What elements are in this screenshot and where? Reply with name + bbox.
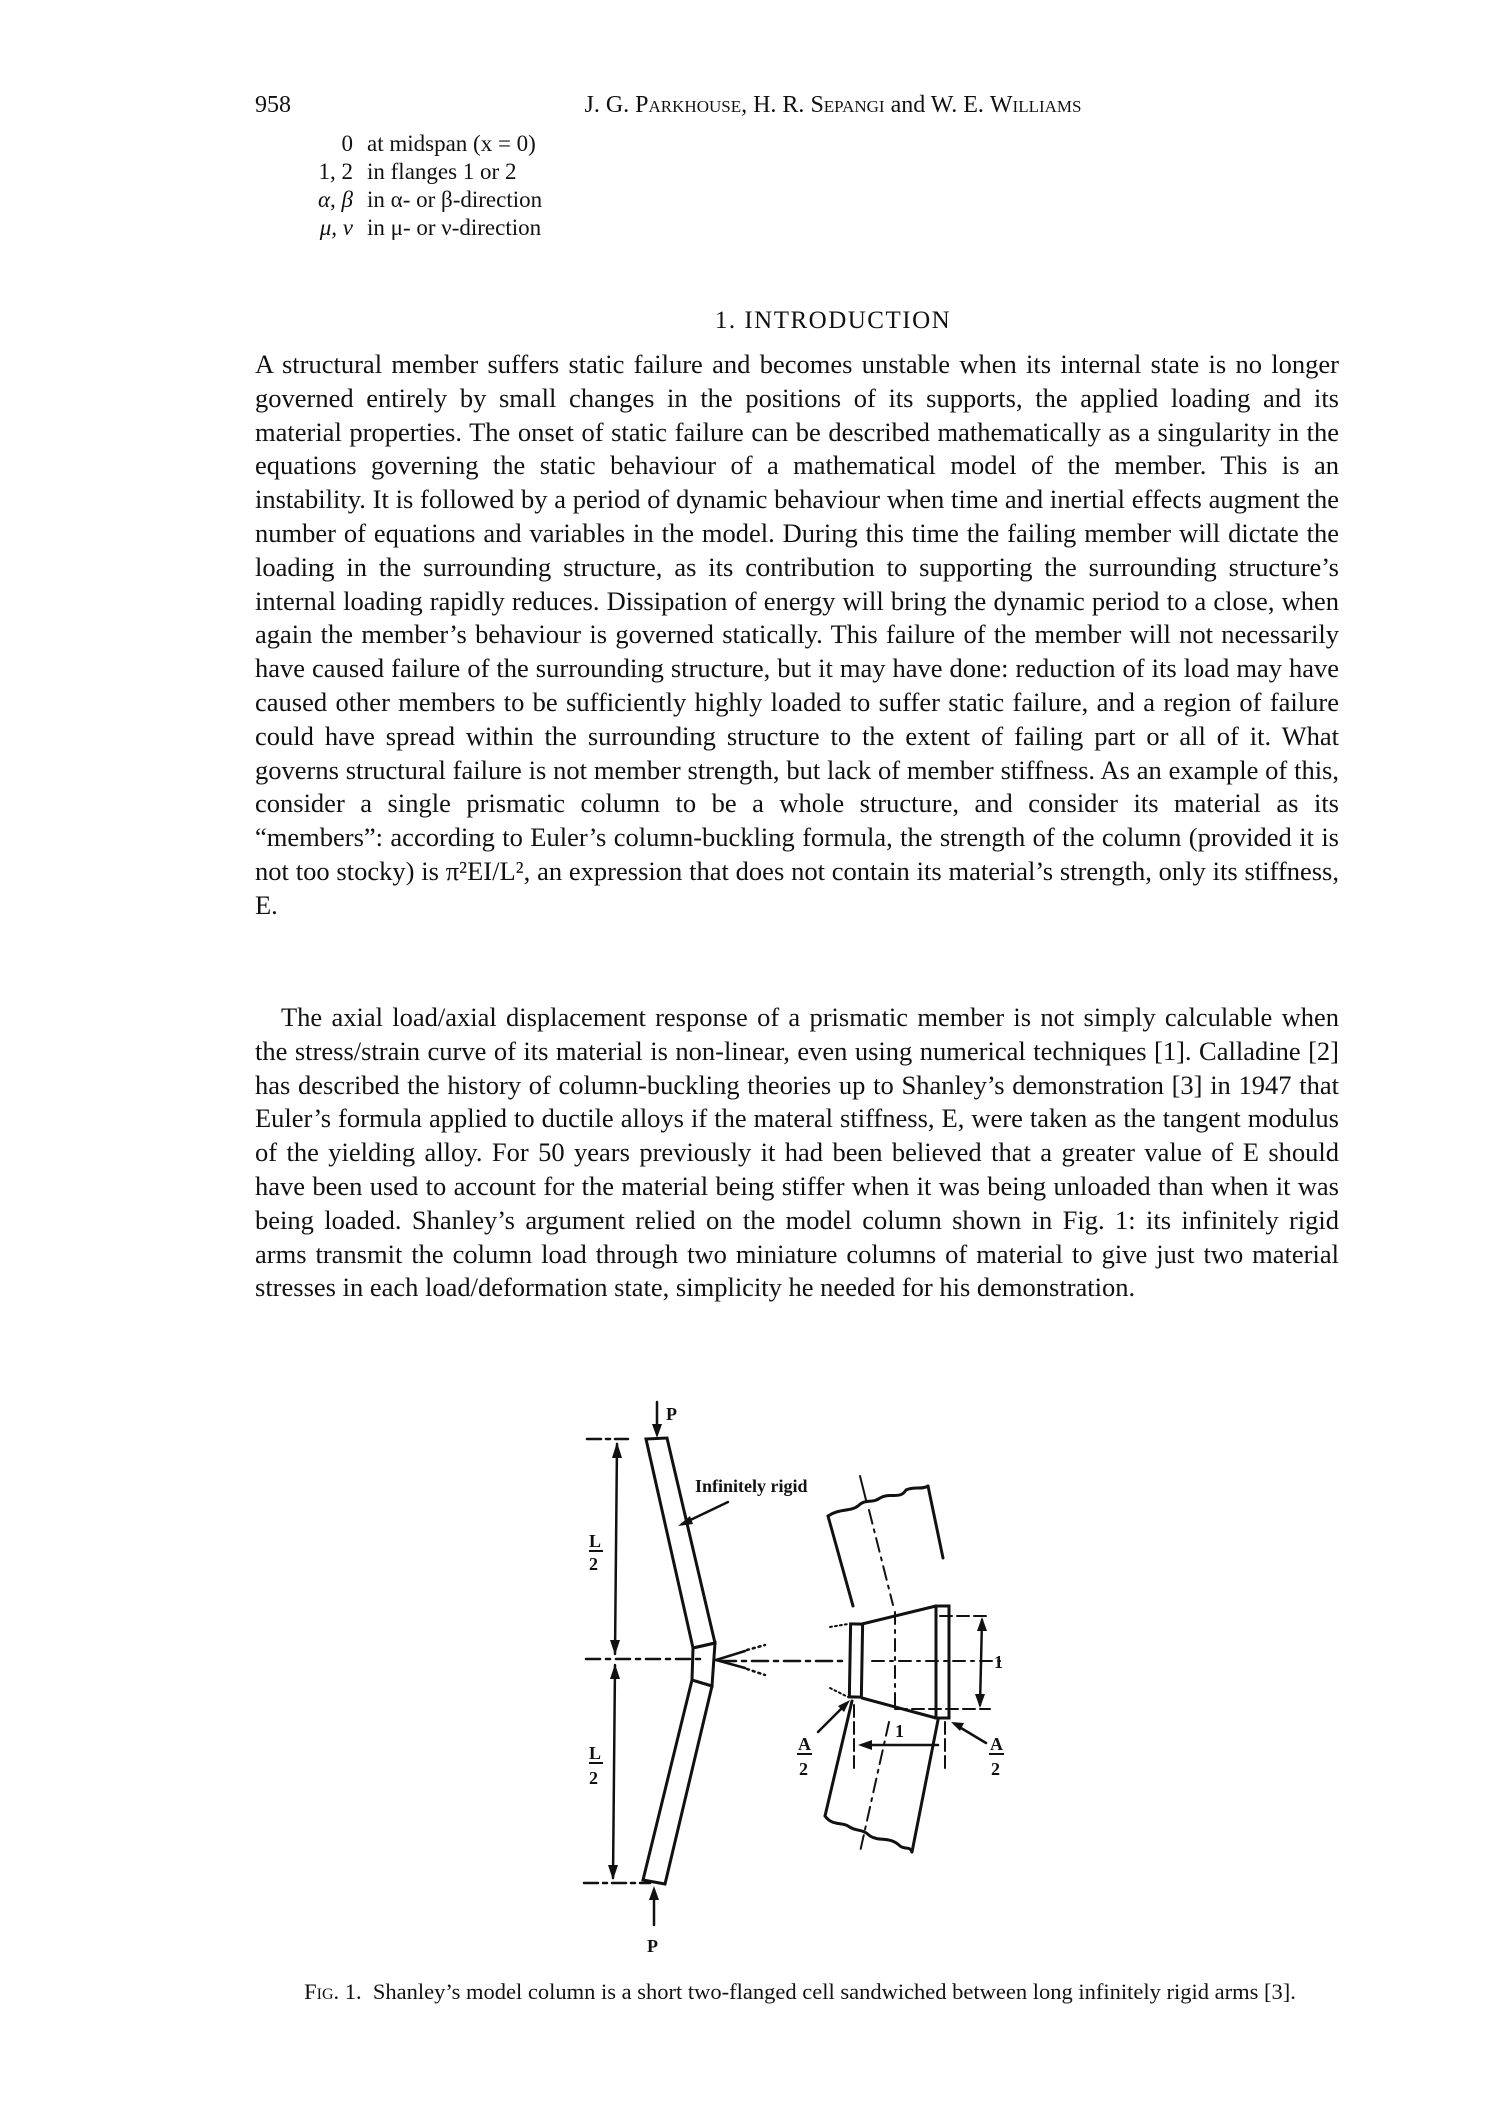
detail-centerline-upper: [869, 1510, 893, 1605]
label-half-length-upper-den: 2: [589, 1554, 598, 1574]
dim-line-upper: [615, 1444, 617, 1654]
callout-line-upper: [716, 1651, 745, 1660]
flange-1: [849, 1624, 862, 1697]
section-heading: 1. INTRODUCTION: [714, 307, 952, 334]
label-flange-spacing: 1: [895, 1721, 904, 1741]
detail-upper-break: [828, 1486, 928, 1516]
load-arrowhead-top: [652, 1424, 662, 1438]
label-cell-height: 1: [994, 1652, 1003, 1672]
cell-height-dim: [980, 1620, 982, 1705]
subscript-description: at midspan (x = 0): [367, 131, 536, 156]
dim-arrowhead: [608, 1865, 618, 1880]
subscript-symbol: 1, 2: [318, 159, 353, 184]
subscript-description: in α- or β-direction: [367, 187, 543, 212]
subscript-symbol: μ, ν: [319, 215, 353, 240]
subscript-symbol: 0: [341, 131, 353, 156]
load-arrowhead-bottom: [649, 1886, 659, 1900]
figure-labels: [589, 1404, 1004, 1956]
subscript-symbol: α, β: [317, 187, 353, 212]
label-area-left-num: A: [798, 1734, 811, 1754]
subscript-row: [300, 186, 542, 214]
dim-arrowhead: [610, 1640, 620, 1655]
author-part: Parkhouse: [635, 92, 742, 118]
label-half-length-lower-num: L: [589, 1743, 602, 1763]
dim-arrowhead: [612, 1442, 622, 1458]
figure-1-shanley-model-column: [560, 1380, 1020, 1960]
subscript-row: [300, 214, 542, 242]
dim-line-lower: [613, 1665, 615, 1878]
page-number: 958: [255, 92, 291, 118]
subscript-description: in flanges 1 or 2: [367, 159, 517, 184]
label-load-top: P: [666, 1404, 677, 1424]
label-rigid: Infinitely rigid: [695, 1476, 808, 1496]
caption-text: Shanley’s model column is a short two-flanged cell sandwiched between long infinitely rigid arms [3].: [372, 1979, 1296, 2004]
label-half-length-lower-den: 2: [589, 1768, 598, 1788]
paragraph-2: The axial load/axial displacement response of a prismatic member is not simply calculable when the stress/strain curve of its material is non-linear, even using numerical techniques [1]. Calladine [2] has described the history of column-buckling theories up to Shanley’s demonstration [3] in 1947 that Euler’s formula applied to ductile alloys if the materal stiffness, E, were taken as the tangent modulus of the yielding alloy. For 50 years previously it had been believed that a greater value of E should have been used to account for the material being stiffer when it was being unloaded than when it was being loaded. Shanley’s argument relied on the model column shown in Fig. 1: its infinitely rigid arms transmit the column load through two miniature columns of material to give just two material stresses in each load/deformation state, simplicity he needed for his demonstration.: [255, 1002, 1339, 1303]
paragraph-1: A structural member suffers static failure and becomes unstable when its internal state is no longer governed entirely by small changes in the positions of its supports, the applied loading and its material properties. The onset of static failure can be described mathematically as a singularity in the equations governing the static behaviour of a mathematical model of the member. This is an instability. It is followed by a period of dynamic behaviour when time and inertial effects augment the number of equations and variables in the model. During this time the failing member will dictate the loading in the surrounding structure, as its contribution to supporting the surrounding structure’s internal loading rapidly reduces. Dissipation of energy will bring the dynamic period to a close, when again the member’s behaviour is governed statically. This failure of the member will not necessarily have caused failure of the surrounding structure, but it may have done: reduction of its load may have caused other members to be sufficiently highly loaded to suffer static failure, and a region of failure could have spread within the surrounding structure to the extent of failing part or all of it. What governs structural failure is not member strength, but lack of member stiffness. As an example of this, consider a single prismatic column to be a whole structure, and consider its material as its “members”: according to Euler’s column-buckling formula, the strength of the column (provided it is not too stocky) is π²EI/L², an expression that does not contain its material’s strength, only its stiffness, E.: [255, 349, 1339, 920]
dim-arrowhead: [610, 1664, 620, 1679]
subscript-row: [300, 130, 542, 158]
subscript-list: [300, 130, 542, 242]
subscript-description: in μ- or ν-direction: [367, 215, 542, 240]
figure-caption: [300, 1975, 1300, 2009]
label-half-length-upper-num: L: [589, 1531, 602, 1551]
upper-rigid-arm: [646, 1438, 715, 1648]
author-part: , H. R.: [741, 92, 811, 118]
author-part: Sepangi: [810, 92, 885, 118]
label-area-left-den: 2: [799, 1759, 808, 1779]
label-load-bottom: P: [647, 1936, 658, 1956]
detail-upper-arm: [828, 1486, 943, 1606]
author-part: J. G.: [584, 92, 636, 118]
detail-lower-arm: [825, 1701, 938, 1852]
author-part: and W. E.: [884, 92, 990, 118]
running-head-authors: [0, 92, 1496, 119]
label-area-right-num: A: [990, 1734, 1003, 1754]
caption-prefix: Fig. 1.: [304, 1979, 362, 2004]
subscript-row: [300, 158, 542, 186]
lower-rigid-arm: [643, 1680, 712, 1884]
label-area-right-den: 2: [991, 1759, 1000, 1779]
detail-lower-break: [825, 1816, 912, 1852]
author-part: Williams: [989, 92, 1082, 118]
